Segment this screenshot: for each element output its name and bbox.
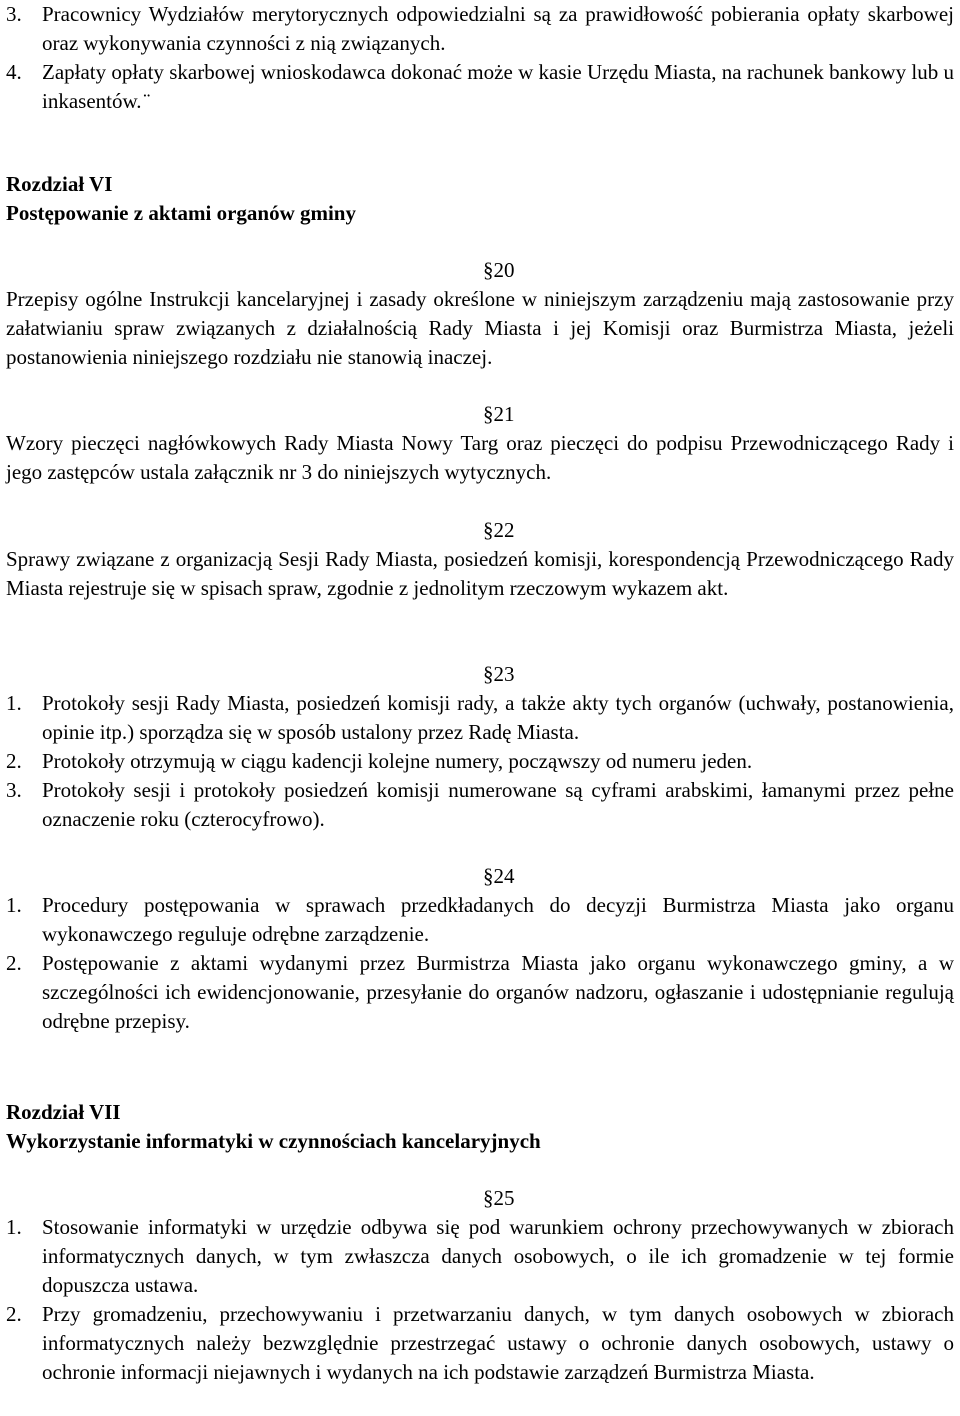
list-item-number: 3. bbox=[6, 2, 22, 26]
chapter-6-label: Rozdział VI bbox=[6, 172, 113, 196]
list-item-text: Protokoły sesji Rady Miasta, posiedzeń komisji rady, a także akty tych organów (uchwały, postanowienia, opinie itp.) sporządza się w sposób ustalony przez Radę Miasta. bbox=[42, 691, 954, 744]
list-item-text: Protokoły sesji i protokoły posiedzeń komisji numerowane są cyframi arabskimi, łamanymi przez pełne oznaczenie roku (czterocyfrowo). bbox=[42, 778, 954, 831]
list-item bbox=[6, 776, 954, 834]
list-item-text: Postępowanie z aktami wydanymi przez Burmistrza Miasta jako organu wykonawczego gminy, a w szczególności ich ewidencjonowanie, przesyłanie do organów nadzoru, ogłaszanie i udostępnianie regulują odrębne przepisy. bbox=[42, 951, 954, 1033]
paragraph-22-text: Sprawy związane z organizacją Sesji Rady Miasta, posiedzeń komisji, korespondencją Przewodniczącego Rady Miasta rejestruje się w spisach spraw, zgodnie z jednolitym rzeczowym wykazem akt. bbox=[6, 547, 954, 600]
list-item-4 bbox=[6, 58, 954, 116]
list-item bbox=[6, 949, 954, 1036]
list-item-number: 2. bbox=[6, 1302, 22, 1326]
list-item-text: Zapłaty opłaty skarbowej wnioskodawca dokonać może w kasie Urzędu Miasta, na rachunek bankowy lub u inkasentów. ̈ bbox=[42, 60, 954, 113]
chapter-6-title: Postępowanie z aktami organów gminy bbox=[6, 201, 356, 225]
list-item-number: 2. bbox=[6, 951, 22, 975]
list-item-number: 2. bbox=[6, 749, 22, 773]
paragraph-23-number: §23 bbox=[483, 662, 515, 686]
list-item-number: 4. bbox=[6, 60, 22, 84]
paragraph-22-number: §22 bbox=[483, 518, 515, 542]
list-item-number: 3. bbox=[6, 778, 22, 802]
list-item-3 bbox=[6, 0, 954, 58]
list-item-text: Procedury postępowania w sprawach przedkładanych do decyzji Burmistrza Miasta jako organu wykonawczego reguluje odrębne zarządzenie. bbox=[42, 893, 954, 946]
paragraph-20-number: §20 bbox=[483, 258, 515, 282]
list-item bbox=[6, 1300, 954, 1387]
list-item bbox=[6, 891, 954, 949]
list-item-number: 1. bbox=[6, 1215, 22, 1239]
chapter-7-title: Wykorzystanie informatyki w czynnościach kancelaryjnych bbox=[6, 1129, 541, 1153]
list-item-number: 1. bbox=[6, 893, 22, 917]
chapter-7-label: Rozdział VII bbox=[6, 1100, 121, 1124]
list-item bbox=[6, 1213, 954, 1300]
paragraph-24-number: §24 bbox=[483, 864, 515, 888]
list-item bbox=[6, 747, 954, 776]
list-item-number: 1. bbox=[6, 691, 22, 715]
paragraph-21-text: Wzory pieczęci nagłówkowych Rady Miasta Nowy Targ oraz pieczęci do podpisu Przewodniczącego Rady i jego zastępców ustala załącznik nr 3 do niniejszych wytycznych. bbox=[6, 431, 954, 484]
paragraph-21-number: §21 bbox=[483, 402, 515, 426]
list-item-text: Protokoły otrzymują w ciągu kadencji kolejne numery, począwszy od numeru jeden. bbox=[42, 749, 753, 773]
list-item-text: Stosowanie informatyki w urzędzie odbywa się pod warunkiem ochrony przechowywanych w zbiorach informatycznych danych, w tym zwłaszcza danych osobowych, o ile ich gromadzenie w tej formie dopuszcza ustawa. bbox=[42, 1215, 954, 1297]
list-item-text: Przy gromadzeniu, przechowywaniu i przetwarzaniu danych, w tym danych osobowych w zbiorach informatycznych należy bezwzględnie przestrzegać ustawy o ochronie danych osobowych, ustawy o ochronie informacji niejawnych i wydanych na ich podstawie zarządzeń Burmistrza Miasta. bbox=[42, 1302, 954, 1384]
list-item bbox=[6, 689, 954, 747]
list-item-text: Pracownicy Wydziałów merytorycznych odpowiedzialni są za prawidłowość pobierania opłaty skarbowej oraz wykonywania czynności z nią związanych. bbox=[42, 2, 954, 55]
paragraph-20-text: Przepisy ogólne Instrukcji kancelaryjnej i zasady określone w niniejszym zarządzeniu mają zastosowanie przy załatwianiu spraw związanych z działalnością Rady Miasta i jej Komisji oraz Burmistrza Miasta, jeżeli postanowienia niniejszego rozdziału nie stanowią inaczej. bbox=[6, 287, 954, 369]
paragraph-25-number: §25 bbox=[483, 1186, 515, 1210]
